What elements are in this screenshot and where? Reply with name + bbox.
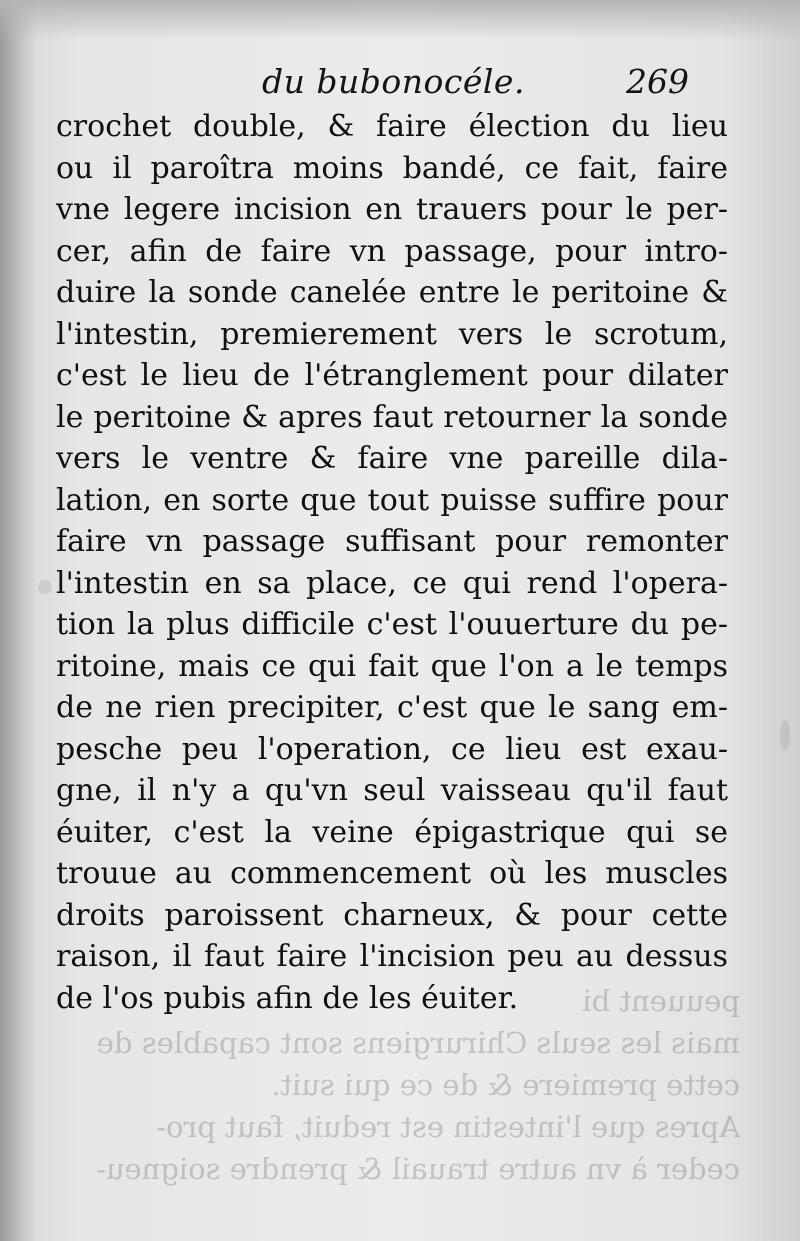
text-line: tion la plus difficile c'est l'ouuerture du pe- [56, 607, 728, 642]
page-number: 269 [626, 62, 689, 101]
ink-smudge [38, 580, 52, 594]
text-line: pesche peu l'operation, ce lieu est exau- [56, 731, 728, 767]
text-line: de l'os pubis afin de les éuiter. [56, 980, 519, 1016]
text-line: de ne rien precipiter, c'est que le sang em- [56, 690, 728, 725]
text-line: vne legere incision en trauers pour le per- [56, 192, 728, 227]
text-line: cer, afin de faire vn passage, pour intro- [56, 233, 728, 269]
text-line: raison, il faut faire l'incision peu au dessus [56, 939, 728, 974]
running-head: du bubonocéle. [262, 62, 525, 101]
text-line: vers le ventre & faire vne pareille dila- [56, 441, 728, 476]
text-line: le peritoine & apres faut retourner la sonde [56, 399, 728, 435]
text-line: éuiter, c'est la veine épigastrique qui se [56, 814, 728, 850]
show-through-line: Apres que l'intestin est reduit, faut pro- [156, 1110, 740, 1144]
show-through-line: mais les seuls Chirurgiens sont capables de [96, 1026, 740, 1060]
text-line: ou il paroîtra moins bandé, ce fait, faire [56, 150, 728, 186]
show-through-line: peuuent bi [582, 984, 740, 1018]
text-line: l'intestin en sa place, ce qui rend l'opera- [56, 565, 728, 601]
text-line: c'est le lieu de l'étranglement pour dilater [56, 358, 728, 393]
text-line: trouue au commencement où les muscles [56, 856, 728, 891]
ink-smudge [780, 720, 790, 750]
body-text [56, 106, 728, 1019]
text-line: gne, il n'y a qu'vn seul vaisseau qu'il faut [56, 773, 728, 808]
text-line: duire la sonde canelée entre le peritoine & [56, 275, 728, 310]
show-through-line: ceder à vn autre trauail & prendre soigneu- [95, 1152, 740, 1186]
text-line: ritoine, mais ce qui fait que l'on a le temps [56, 648, 728, 684]
text-line: crochet double, & faire élection du lieu [56, 109, 728, 144]
text-line: droits paroissent charneux, & pour cette [56, 897, 728, 933]
text-line: l'intestin, premierement vers le scrotum, [56, 316, 728, 352]
top-edge-shadow [0, 0, 800, 40]
text-line: faire vn passage suffisant pour remonter [56, 524, 728, 559]
text-line: lation, en sorte que tout puisse suffire pour [56, 482, 728, 518]
show-through-line: cette premiere & de ce qui suit. [271, 1068, 740, 1102]
spine-shadow [0, 0, 36, 1241]
